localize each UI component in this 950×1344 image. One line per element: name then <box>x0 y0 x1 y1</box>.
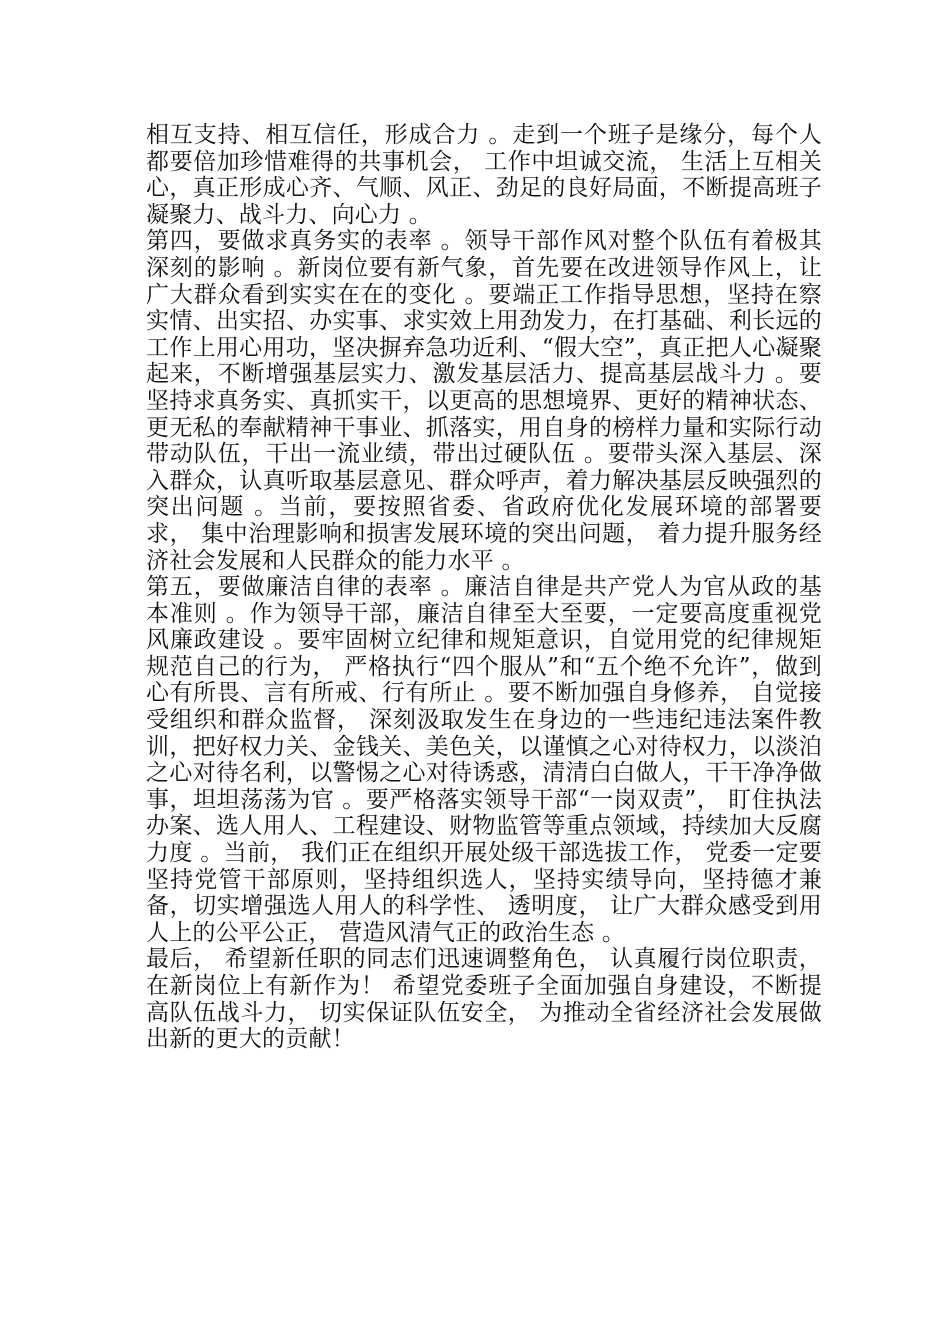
document-body <box>146 122 822 1053</box>
paragraph-fifth-integrity: 第五，要做廉洁自律的表率 。廉洁自律是共产党人为官从政的基本准则 。作为领导干部，廉洁自律至大至要，一定要高度重视党风廉政建设 。要牢固树立纪律和规矩意识，自觉用党的纪律规矩规范自己的行为， 严格执行“四个服从”和“五个绝不允许”，做到心有所畏、言有所戒、行有所止 。要不断加强自身修养， 自觉接受组织和群众监督， 深刻汲取发生在身边的一些违纪违法案件教训，把好权力关、金钱关、美色关，以谨慎之心对待权力，以淡泊之心对待名利，以警惕之心对待诱惑，清清白白做人，干干净净做事，坦坦荡荡为官 。要严格落实领导干部“一岗双责”， 盯住执法办案、选人用人、工程建设、财物监管等重点领域，持续加大反腐力度 。当前， 我们正在组织开展处级干部选拔工作， 党委一定要坚持党管干部原则，坚持组织选人，坚持实绩导向，坚持德才兼备，切实增强选人用人的科学性、 透明度， 让广大群众感受到用人上的公平公正， 营造风清气正的政治生态 。 <box>146 574 822 946</box>
paragraph-fourth-pragmatism: 第四，要做求真务实的表率 。领导干部作风对整个队伍有着极其深刻的影响 。新岗位要有新气象，首先要在改进领导作风上，让广大群众看到实实在在的变化 。要端正工作指导思想，坚持在察实情、出实招、办实事、求实效上用劲发力，在打基础、利长远的工作上用心用功，坚决摒弃急功近利、“假大空”，真正把人心凝聚起来，不断增强基层实力、激发基层活力、提高基层战斗力 。要坚持求真务实、真抓实干，以更高的思想境界、更好的精神状态、更无私的奉献精神干事业、抓落实，用自身的榜样力量和实际行动带动队伍，干出一流业绩，带出过硬队伍 。要带头深入基层、深入群众，认真听取基层意见、群众呼声，着力解决基层反映强烈的突出问题 。当前，要按照省委、省政府优化发展环境的部署要求， 集中治理影响和损害发展环境的突出问题， 着力提升服务经济社会发展和人民群众的能力水平 。 <box>146 228 822 574</box>
paragraph-unity: 相互支持、相互信任，形成合力 。走到一个班子是缘分，每个人都要倍加珍惜难得的共事机会， 工作中坦诚交流， 生活上互相关心，真正形成心齐、气顺、风正、劲足的良好局面，不断提高班子凝聚力、战斗力、向心力 。 <box>146 122 822 228</box>
paragraph-closing: 最后， 希望新任职的同志们迅速调整角色， 认真履行岗位职责， 在新岗位上有新作为！ 希望党委班子全面加强自身建设，不断提高队伍战斗力， 切实保证队伍安全， 为推动全省经济社会发展做出新的更大的贡献！ <box>146 946 822 1053</box>
